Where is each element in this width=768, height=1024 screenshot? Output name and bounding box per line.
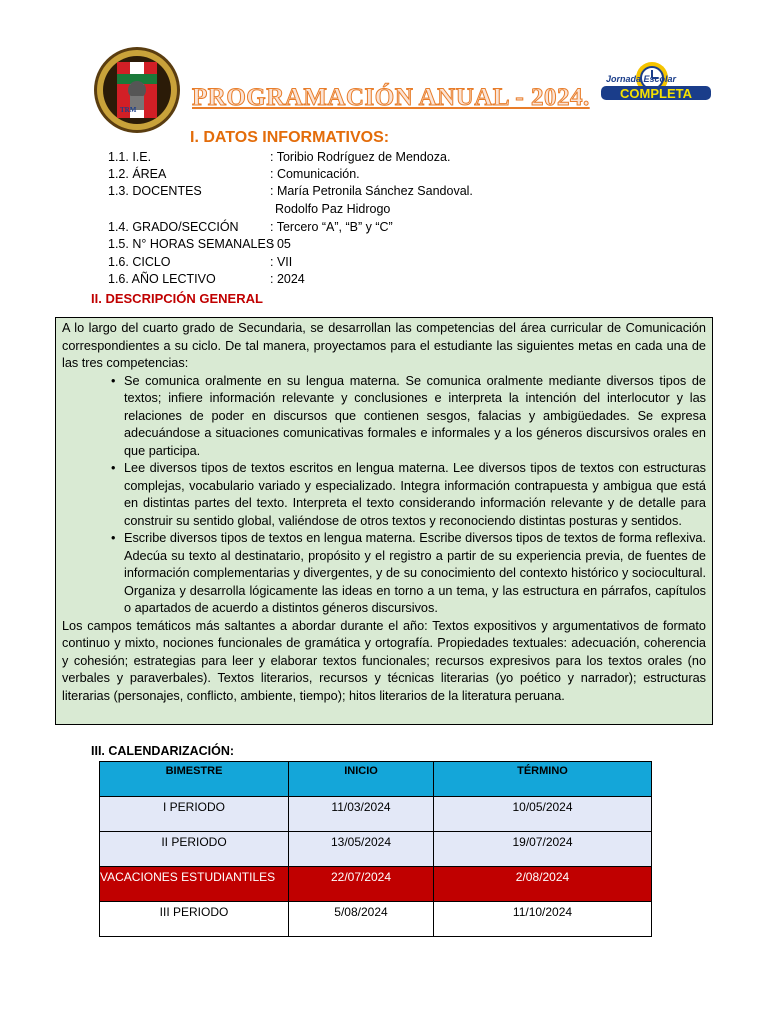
table-cell: 10/05/2024 [434, 797, 652, 832]
crest-letters: TRM [120, 106, 137, 114]
table-cell: 2/08/2024 [434, 867, 652, 902]
info-label: 1.2. ÁREA [108, 167, 167, 181]
info-label: 1.4. GRADO/SECCIÓN [108, 220, 239, 234]
info-label: 1.3. DOCENTES [108, 184, 202, 198]
competencias-list [62, 373, 706, 618]
table-cell: 19/07/2024 [434, 832, 652, 867]
info-row [108, 272, 305, 286]
table-row [100, 832, 652, 867]
table-cell: II PERIODO [100, 832, 289, 867]
column-header: INICIO [289, 762, 434, 797]
info-value: : María Petronila Sánchez Sandoval. [270, 184, 473, 198]
info-row [108, 220, 393, 234]
page-title: PROGRAMACIÓN ANUAL - 2024. [192, 84, 590, 111]
jornada-completa-logo [598, 60, 713, 104]
list-item: • Lee diversos tipos de textos escritos en lengua materna. Lee diversos tipos de textos con estructuras complejas, vocabulario variado y especializado. Integra información contrapuesta y ambigua que está en distintas partes del texto. Interpreta el texto considerando información relevante y de detalle para construir su sentido global, valiéndose de otros textos y reconociendo distintas posturas y sentidos. [124, 460, 706, 530]
info-value: : VII [270, 255, 293, 269]
section-descripcion-title: II. DESCRIPCIÓN GENERAL [91, 291, 263, 306]
table-row-vacaciones [100, 867, 652, 902]
school-crest-logo [93, 46, 181, 134]
table-cell: 11/10/2024 [434, 902, 652, 937]
info-value: : 05 [270, 237, 291, 251]
descripcion-intro: A lo largo del cuarto grado de Secundaria, se desarrollan las competencias del área curricular de Comunicación correspondientes a su ciclo. De tal manera, proyectamos para el estudiante las siguientes metas en cada una de las tres competencias: [62, 321, 706, 370]
table-header-row [100, 762, 652, 797]
info-row [108, 150, 450, 164]
info-row [108, 184, 473, 198]
table-cell: I PERIODO [100, 797, 289, 832]
info-row [108, 167, 360, 181]
column-header: BIMESTRE [100, 762, 289, 797]
info-label: 1.1. I.E. [108, 150, 152, 164]
logo-subtitle: Jornada Escolar [606, 74, 677, 84]
info-docente-extra: Rodolfo Paz Hidrogo [275, 202, 391, 216]
calendar-table [99, 761, 652, 937]
table-cell: 13/05/2024 [289, 832, 434, 867]
descripcion-box [55, 317, 713, 725]
info-label: 1.6. AÑO LECTIVO [108, 272, 216, 286]
table-row [100, 902, 652, 937]
column-header: TÉRMINO [434, 762, 652, 797]
info-row [108, 255, 292, 269]
table-cell: 5/08/2024 [289, 902, 434, 937]
info-label: 1.6. CICLO [108, 255, 171, 269]
section-calendarizacion-title: III. CALENDARIZACIÓN: [91, 744, 235, 758]
info-value: : Tercero “A”, “B” y “C” [270, 220, 393, 234]
descripcion-closing: Los campos temáticos más saltantes a abordar durante el año: Textos expositivos y argumentativos de formato continuo y mixto, nociones funcionales de gramática y ortografía. Propiedades textuales: adecuación, coherencia y cohesión; estrategias para leer y elaborar textos funcionales; recursos expresivos para los textos orales (no verbales y paraverbales). Textos literarios, recursos y técnicas literarias (yo poético y narrador); estructuras literarias (personajes, conflicto, ambiente, tiempo); hitos literarios de la literatura peruana. [62, 618, 706, 703]
list-item: • Escribe diversos tipos de textos en lengua materna. Escribe diversos tipos de textos de forma reflexiva. Adecúa su texto al destinatario, propósito y el registro a partir de su experiencia previa, de fuentes de información complementarias y divergentes, y de su conocimiento del contexto histórico y sociocultural. Organiza y desarrolla lógicamente las ideas en torno a un tema, y las estructura en párrafos, capítulos o apartados de acuerdo a distintos géneros discursivos. [124, 530, 706, 618]
info-row [108, 237, 291, 251]
table-cell: 11/03/2024 [289, 797, 434, 832]
info-value: : Toribio Rodríguez de Mendoza. [270, 150, 451, 164]
list-item: • Se comunica oralmente en su lengua materna. Se comunica oralmente mediante diversos tipos de textos; infiere información relevante y conclusiones e interpreta la intención del interlocutor y las relaciones de poder en discursos que contienen sesgos, falacias y ambigüedades. Se expresa adecuándose a situaciones comunicativas formales e informales y a los géneros discursivos orales en que participa. [124, 373, 706, 461]
table-row [100, 797, 652, 832]
table-cell: VACACIONES ESTUDIANTILES [100, 867, 289, 902]
table-cell: III PERIODO [100, 902, 289, 937]
info-value: : 2024 [270, 272, 305, 286]
info-value: : Comunicación. [270, 167, 360, 181]
section-datos-title: I. DATOS INFORMATIVOS: [190, 129, 390, 146]
info-label: 1.5. N° HORAS SEMANALES [108, 237, 275, 251]
logo-completa-text: COMPLETA [620, 86, 692, 101]
table-cell: 22/07/2024 [289, 867, 434, 902]
